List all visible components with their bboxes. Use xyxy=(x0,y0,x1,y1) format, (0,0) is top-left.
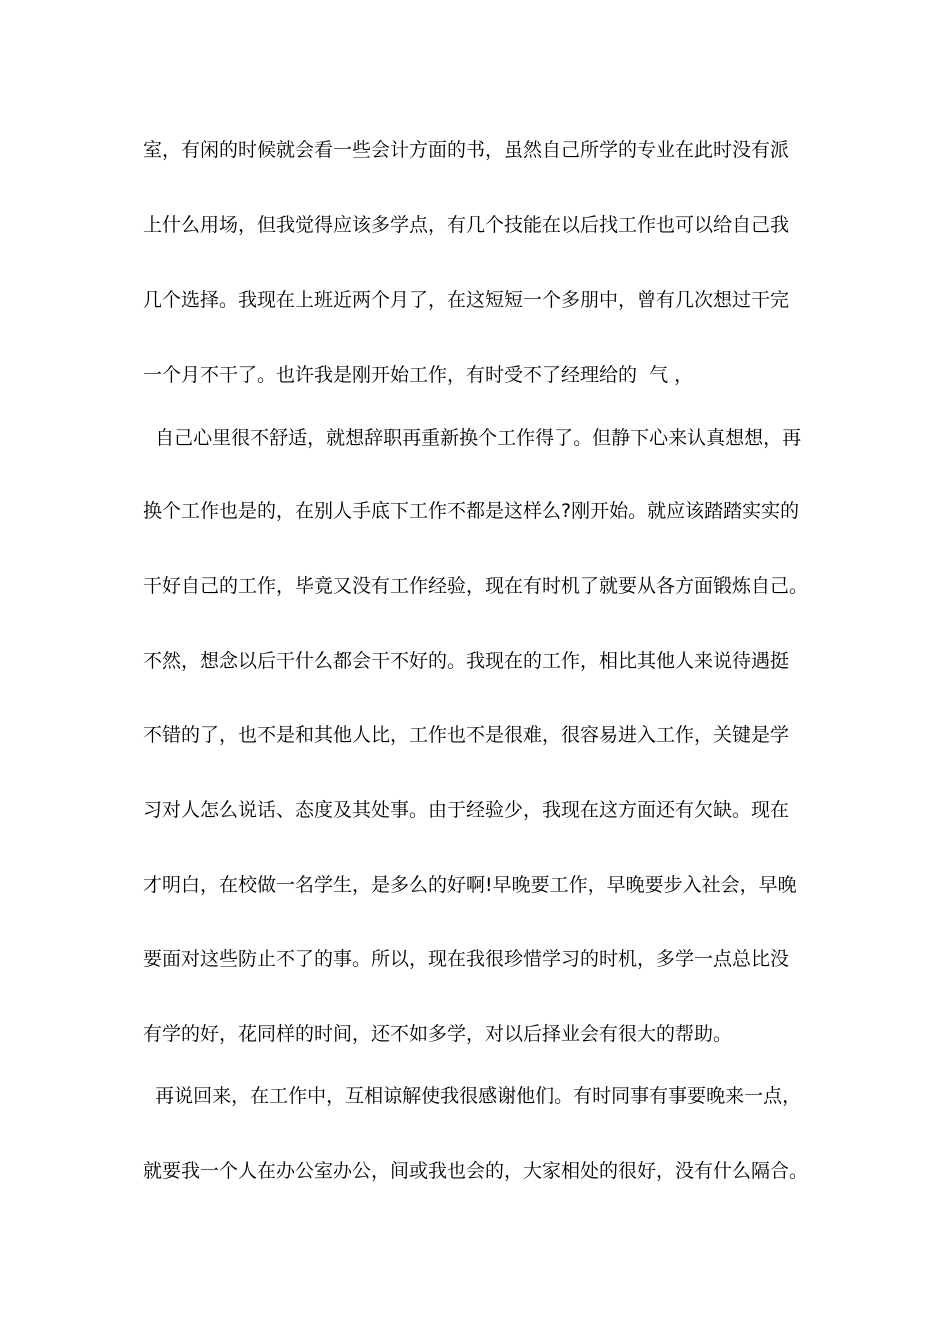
text-line: 换个工作也是的，在别人手底下工作不都是这样么?刚开始。就应该踏踏实实的 xyxy=(143,500,800,522)
text-line: 有学的好，花同样的时间，还不如多学，对以后择业会有很大的帮助。 xyxy=(143,1023,733,1045)
text-line: 一个月不干了。也许我是刚开始工作，有时受不了经理给的 气 ， xyxy=(143,364,694,386)
text-line: 上什么用场，但我觉得应该多学点，有几个技能在以后找工作也可以给自己我 xyxy=(143,214,790,236)
text-line: 习对人怎么说话、态度及其处事。由于经验少，我现在这方面还有欠缺。现在 xyxy=(143,799,790,821)
text-line: 不然，想念以后干什么都会干不好的。我现在的工作，相比其他人来说待遇挺 xyxy=(143,650,790,672)
text-line: 不错的了，也不是和其他人比，工作也不是很难，很容易进入工作，关键是学 xyxy=(143,724,790,746)
text-line: 要面对这些防止不了的事。所以，现在我很珍惜学习的时机，多学一点总比没 xyxy=(143,948,790,970)
text-line: 才明白，在校做一名学生，是多么的好啊!早晚要工作，早晚要步入社会，早晚 xyxy=(143,874,797,896)
text-line: 自己心里很不舒适，就想辞职再重新换个工作得了。但静下心来认真想想，再 xyxy=(143,427,802,449)
text-line: 几个选择。我现在上班近两个月了，在这短短一个多朋中，曾有几次想过干完 xyxy=(143,289,790,311)
text-line: 室，有闲的时候就会看一些会计方面的书，虽然自己所学的专业在此时没有派 xyxy=(143,139,790,161)
text-line: 干好自己的工作，毕竟又没有工作经验，现在有时机了就要从各方面锻炼自己。 xyxy=(143,575,809,597)
text-line: 就要我一个人在办公室办公，间或我也会的，大家相处的很好，没有什么隔合。 xyxy=(143,1160,809,1182)
text-line: 再说回来，在工作中，互相谅解使我很感谢他们。有时同事有事要晚来一点， xyxy=(143,1085,802,1107)
